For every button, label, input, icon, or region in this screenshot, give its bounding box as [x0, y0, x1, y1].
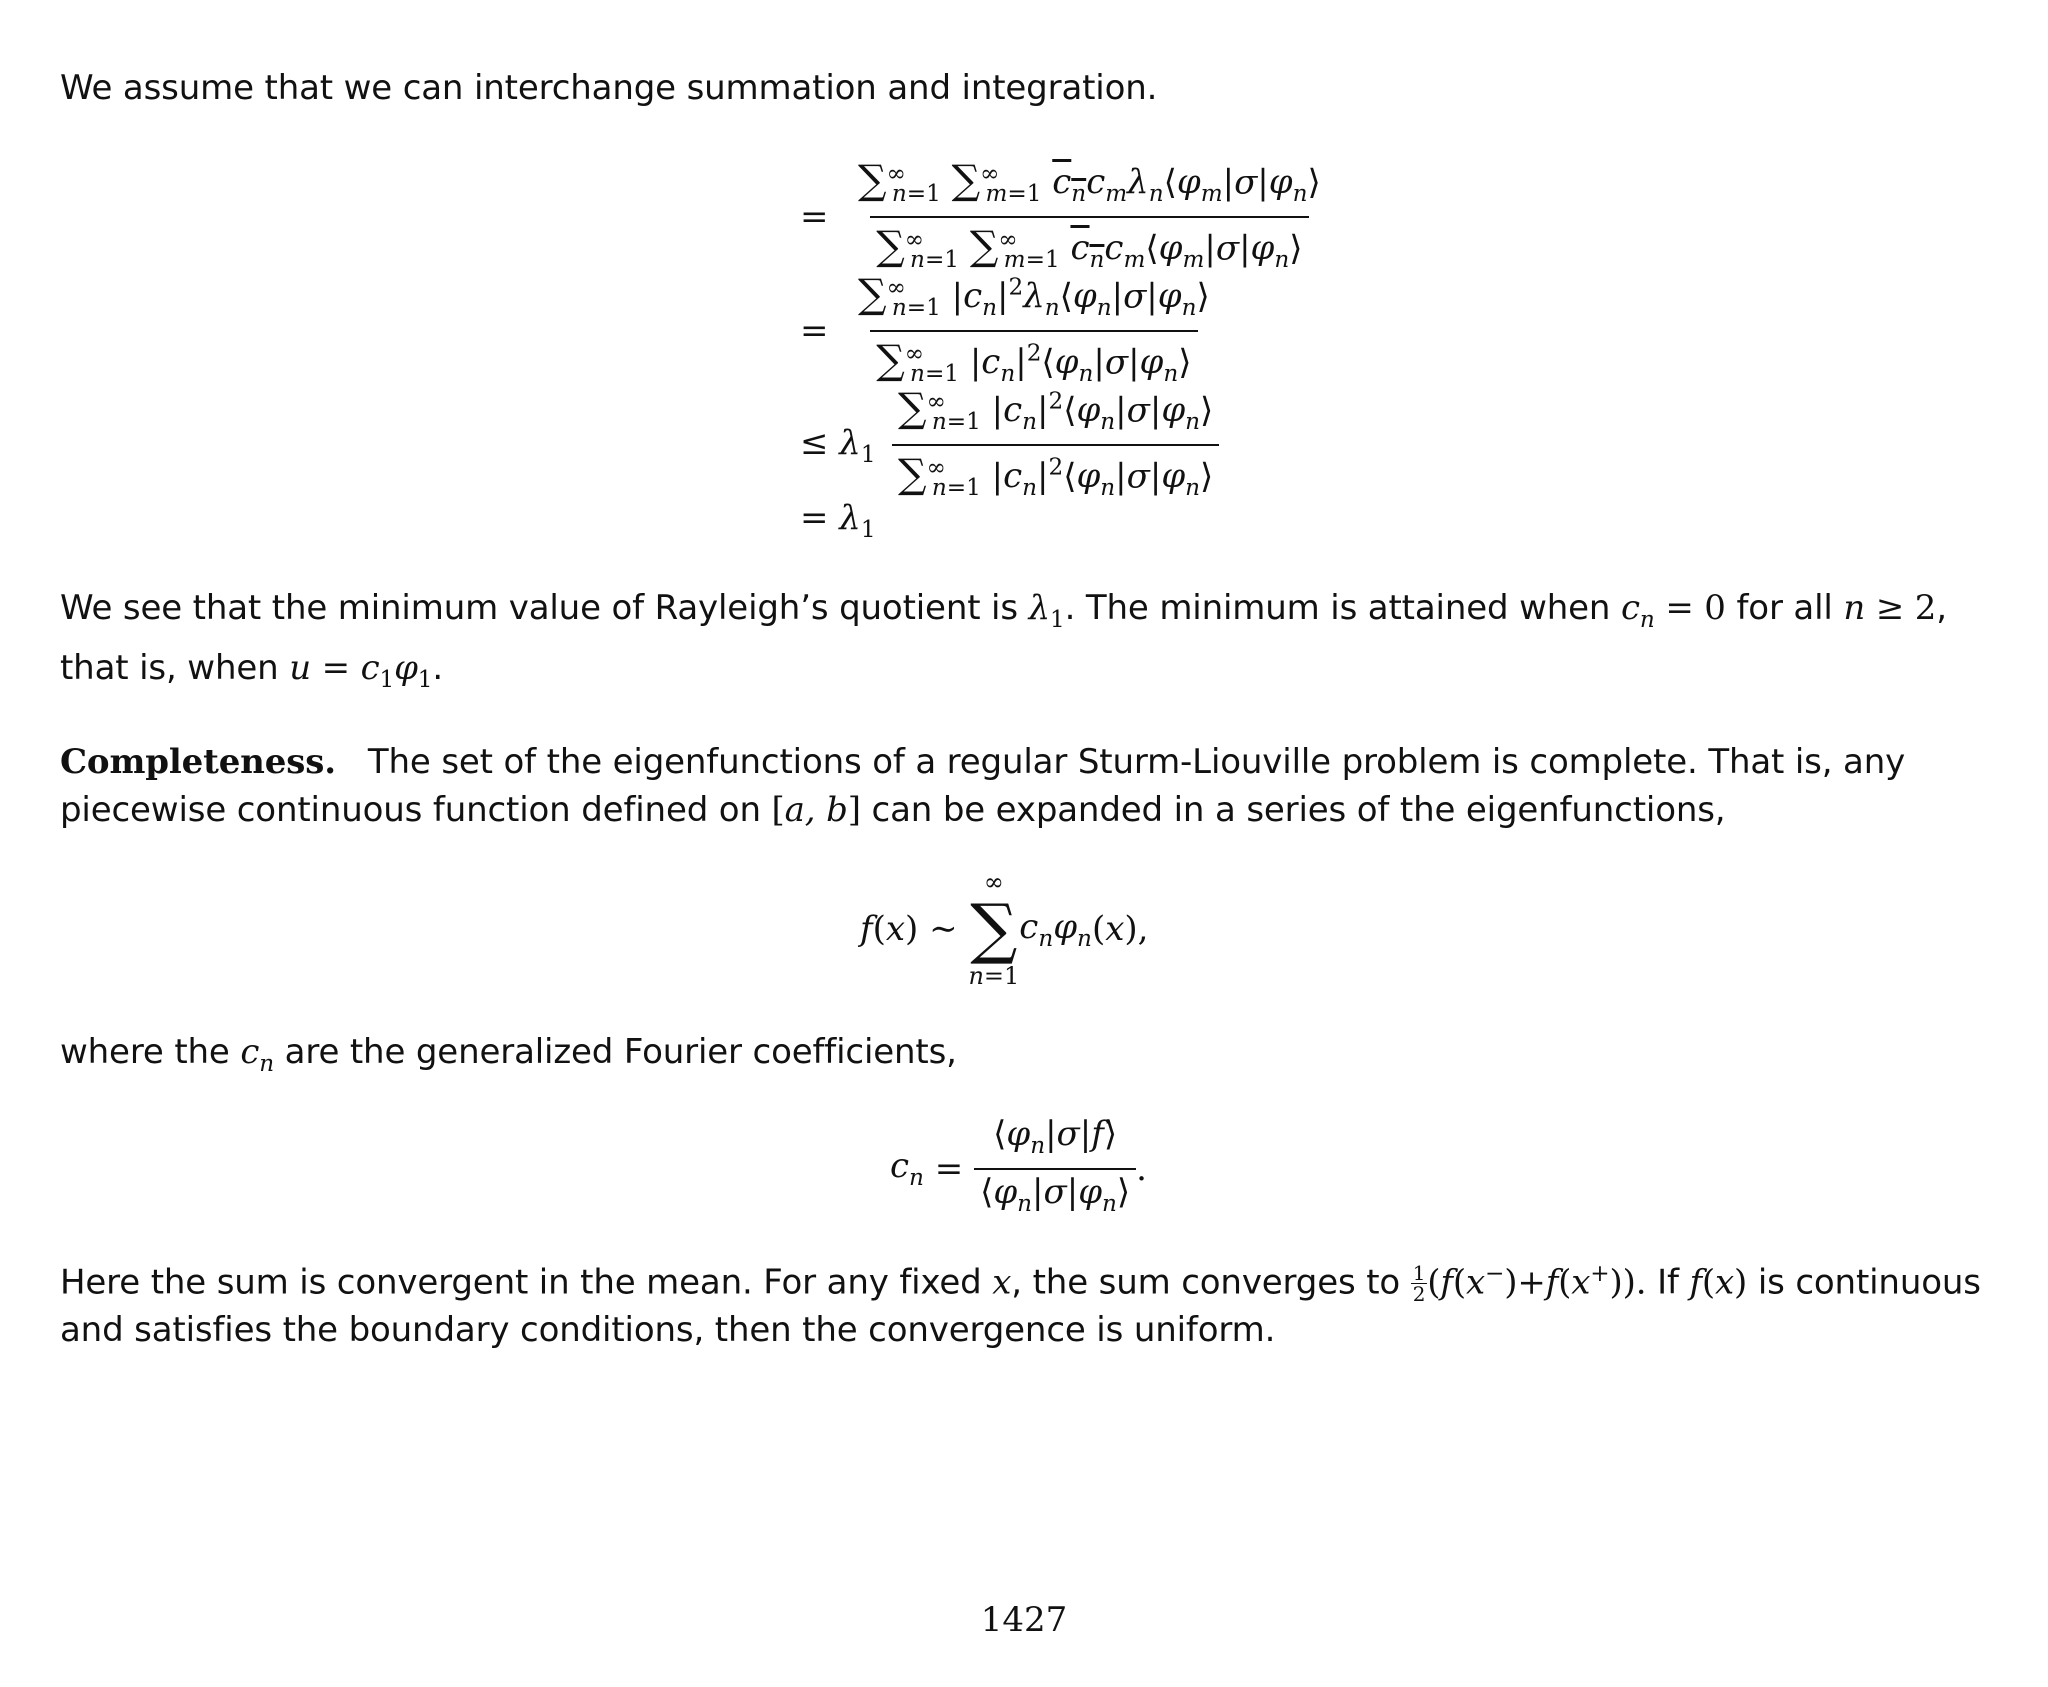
- convergence-paragraph: Here the sum is convergent in the mean. For any fixed x, the sum converges to $\frac{1}{2}$ (f(x−)+f(x+)). If f(x) is continuous and satisfies the boundary conditions, then the convergence is uniform.: [60, 1261, 1981, 1351]
- intro-text: We assume that we can interchange summation and integration.: [60, 68, 1158, 108]
- fraction: [852, 152, 1327, 282]
- derivation-line-4: [800, 498, 876, 543]
- minimum-text-2: The minimum is attained when: [1085, 588, 1611, 628]
- one-half: $\frac{1}{2}$: [1412, 1261, 1426, 1307]
- equals-sign: =: [800, 197, 829, 238]
- completeness-text-2: can be expanded in a series of the eigenfunctions,: [871, 790, 1726, 830]
- fourier-coefficient-equation: $c_n$ = $\frac{⟨\varphi_n|\sigma|f⟩}{⟨\varphi_n|\sigma|\varphi_n⟩}$ .: [890, 1112, 1147, 1226]
- minimum-text-5: is, when: [139, 647, 279, 688]
- minimum-text-4: that: [60, 647, 129, 688]
- derivation-line-1: [800, 152, 1327, 282]
- denominator: $\sum^\infty_{n=1}$ $\sum^\infty_{m=1}$ $c_nc_m⟨\varphi_m|\sigma|\varphi_n⟩$: [870, 216, 1308, 282]
- intro-paragraph: [60, 64, 1990, 112]
- coeff-text-1: where the: [60, 1032, 230, 1072]
- convergence-text-1: Here the sum is convergent in the mean. For any fixed: [60, 1262, 982, 1303]
- equals-lambda1: = $\lambda_1$: [800, 498, 876, 543]
- completeness-text-1: The set of the eigenfunctions of a regular Sturm-Liouville problem is complete. That is, any piecewise continuous function defined on: [60, 742, 1906, 830]
- denominator: $\sum^\infty_{n=1}$ $|c_n|^2⟨\varphi_n|\sigma|\varphi_n⟩$: [870, 330, 1197, 396]
- minimum-paragraph: We see that the minimum value of Rayleigh’s quotient is $\lambda_1$. The minimum is attained when $c_n = 0$ for all n ≥ 2, that is, when $u = c_1\varphi_1$.: [60, 588, 1947, 693]
- convergence-text-3: If: [1657, 1262, 1679, 1303]
- le-lambda1: ≤ $\lambda_1$: [800, 422, 876, 468]
- equals-sign: =: [800, 311, 829, 352]
- page-number: 1427: [980, 1600, 1068, 1640]
- minimum-text-3: for all: [1736, 588, 1833, 628]
- denominator: $\sum^\infty_{n=1}$ $|c_n|^2⟨\varphi_n|\sigma|\varphi_n⟩$: [892, 444, 1219, 510]
- numerator: $⟨\varphi_n|\sigma|f⟩$: [993, 1114, 1118, 1159]
- numerator: $\sum^\infty_{n=1}$ $|c_n|^2⟨\varphi_n|\sigma|\varphi_n⟩$: [898, 385, 1214, 436]
- fraction: [852, 266, 1216, 396]
- convergence-text-2: the sum converges to: [1032, 1262, 1401, 1303]
- minimum-text-1: We see that the minimum value of Rayleigh’s quotient is: [60, 588, 1018, 628]
- summation: ∞ ∑ n=1: [968, 868, 1020, 990]
- completeness-heading: Completeness.: [60, 742, 336, 782]
- denominator: $⟨\varphi_n|\sigma|\varphi_n⟩$: [974, 1168, 1136, 1226]
- convergence-text-4: is continuous and satisfies the boundary conditions, then the convergence is uniform.: [60, 1262, 1981, 1351]
- fraction: [892, 380, 1219, 510]
- coefficient-paragraph: where the $c_n$ are the generalized Fourier coefficients,: [60, 1032, 957, 1077]
- completeness-paragraph: Completeness. The set of the eigenfunctions of a regular Sturm-Liouville problem is complete. That is, any piecewise continuous function defined on [a, b] can be expanded in a series of the eigenfunctions,: [60, 742, 1906, 830]
- fraction: [974, 1112, 1136, 1226]
- derivation-line-3: [800, 380, 1219, 510]
- series-expansion-equation: f ( x ) ∼ ∞ ∑ n=1 $c_n\varphi_n$ ( x ),: [860, 868, 1149, 990]
- coeff-text-2: are the generalized Fourier coefficients,: [284, 1032, 957, 1072]
- numerator: $\sum^\infty_{n=1}$ $\sum^\infty_{m=1}$ $c_nc_m\lambda_n⟨\varphi_m|\sigma|\varphi_n⟩$: [858, 157, 1321, 208]
- numerator: $\sum^\infty_{n=1}$ $|c_n|^2\lambda_n⟨\varphi_n|\sigma|\varphi_n⟩$: [858, 271, 1210, 322]
- derivation-line-2: [800, 266, 1216, 396]
